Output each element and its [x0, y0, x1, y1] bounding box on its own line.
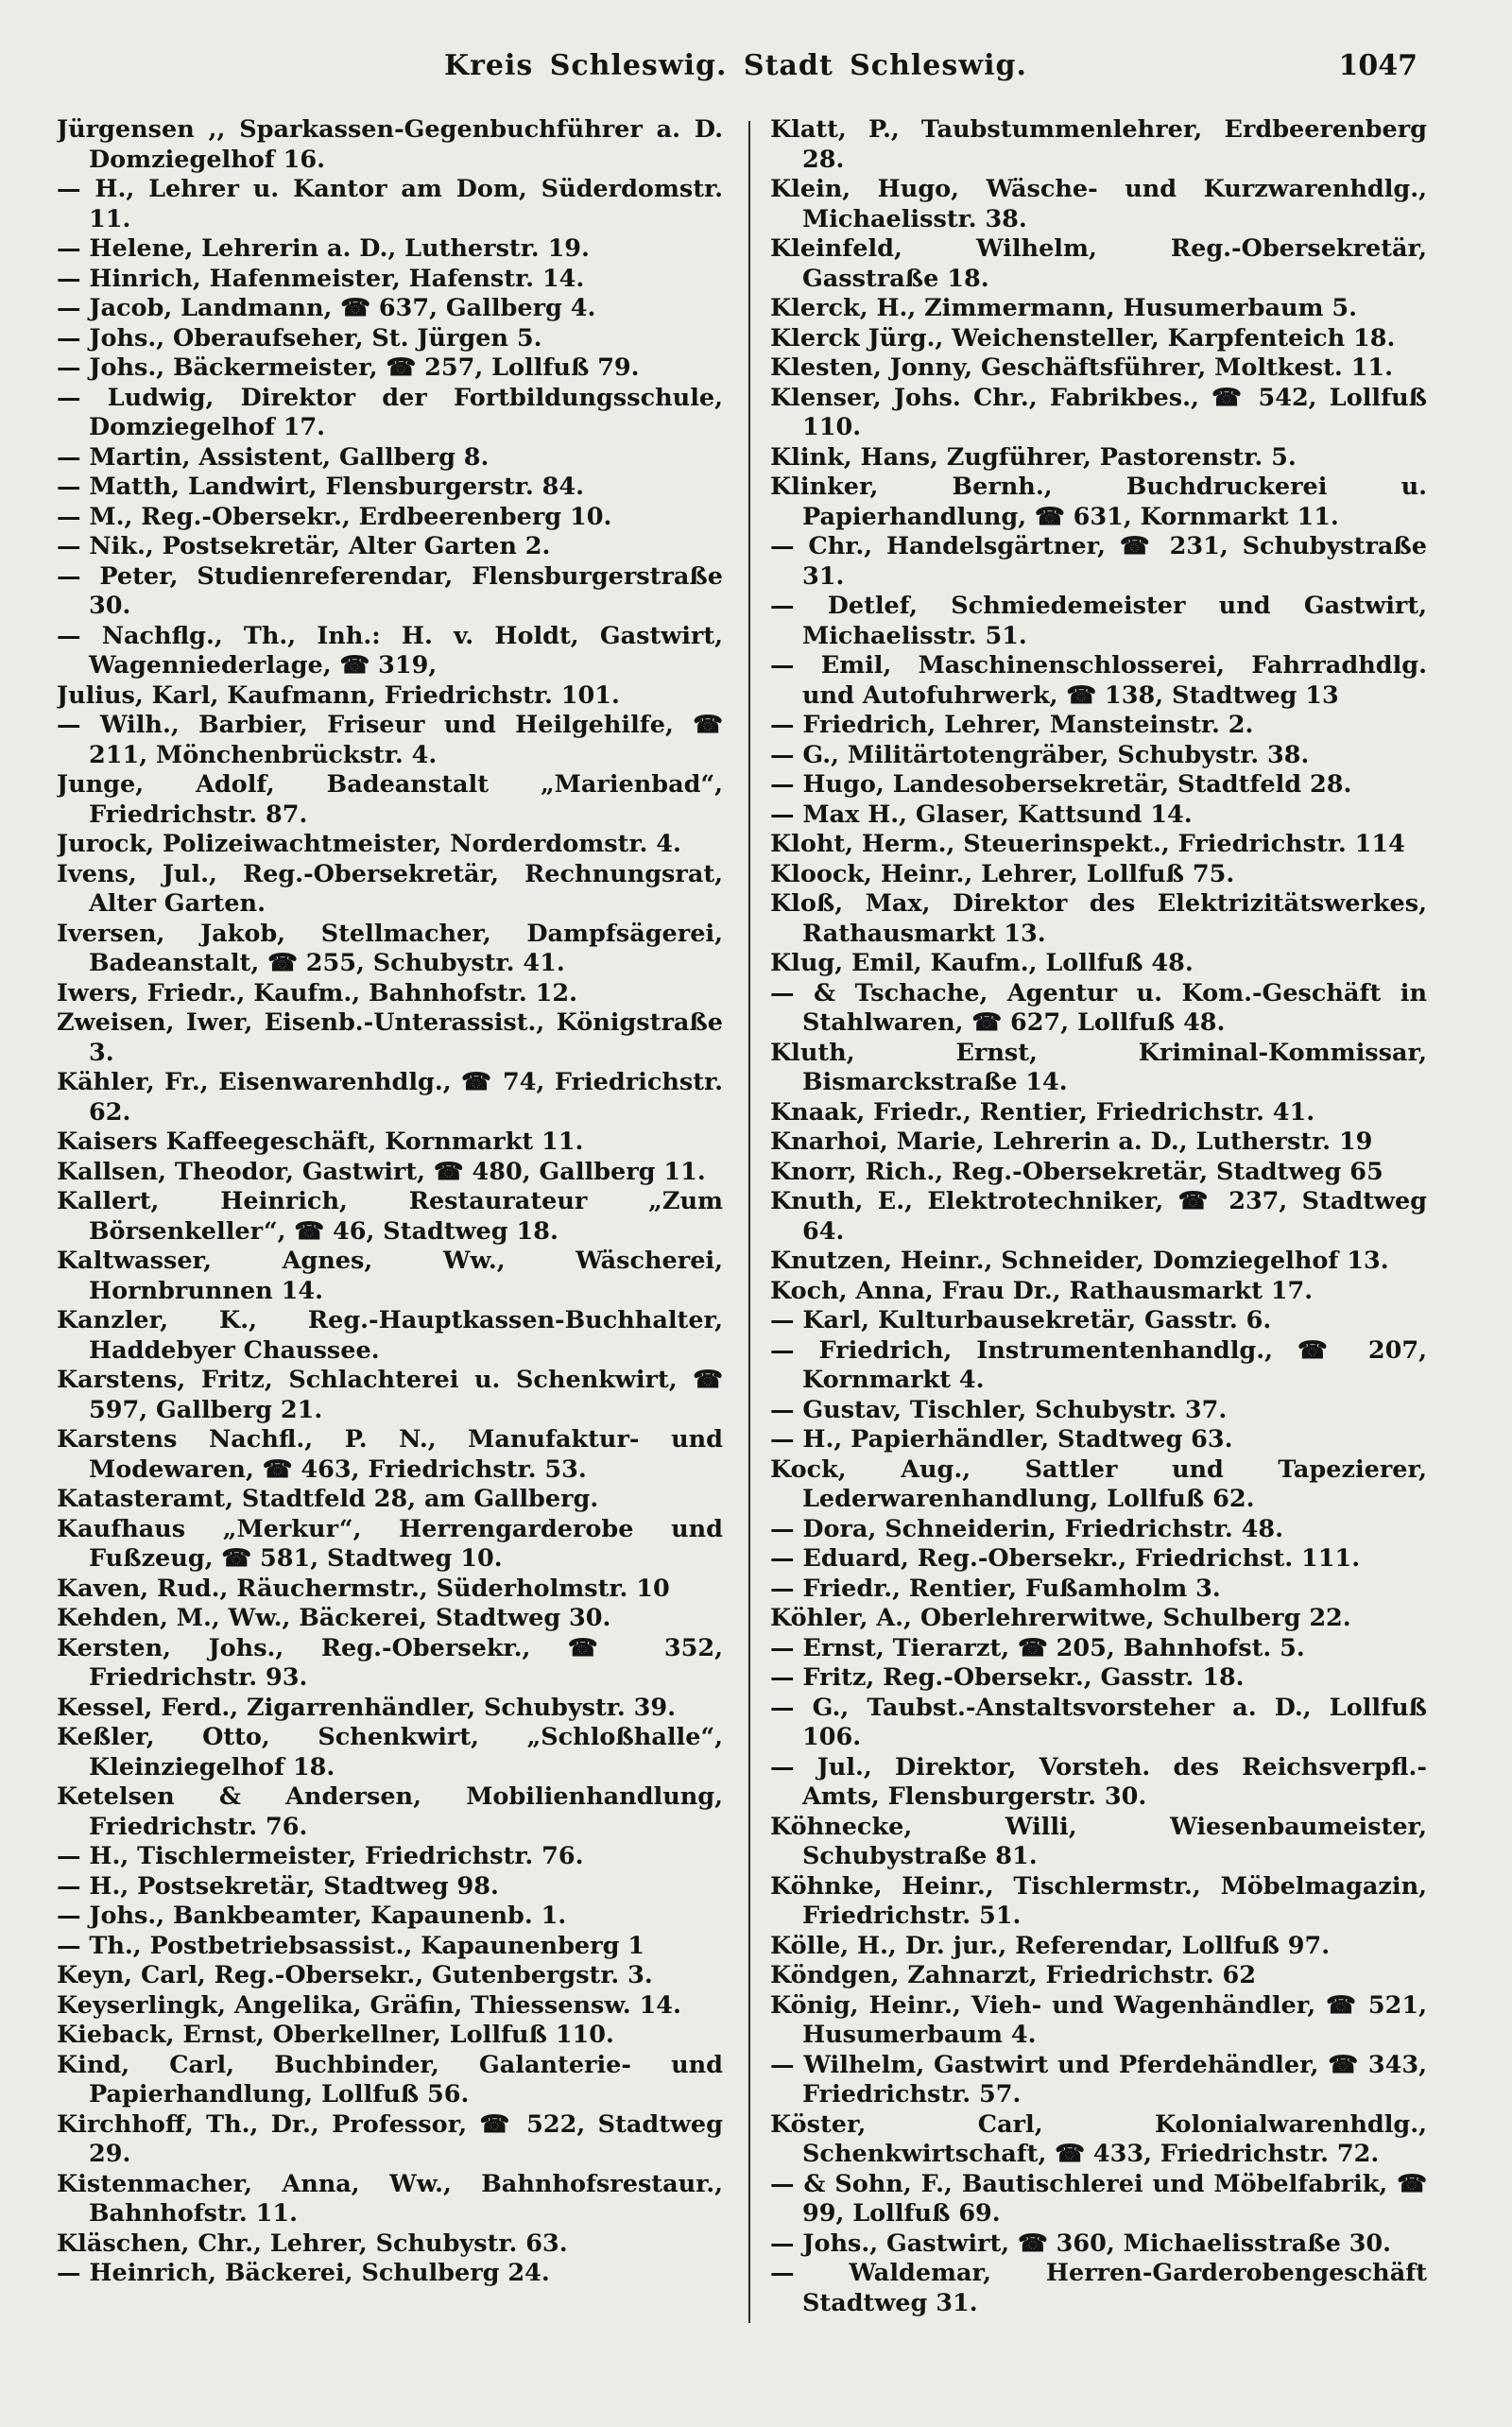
directory-entry: — Eduard, Reg.-Obersekr., Friedrichst. 111.	[770, 1544, 1361, 1573]
directory-entry: — Friedrich, Lehrer, Mansteinstr. 2.	[770, 711, 1254, 739]
directory-entry: — Friedr., Rentier, Fußamholm 3.	[770, 1574, 1221, 1603]
directory-entry: Kaufhaus „Merkur“, Herrengarderobe und Fußzeug, ☎ 581, Stadtweg 10.	[57, 1514, 723, 1573]
directory-entry: Keyserlingk, Angelika, Gräfin, Thiessensw. 14.	[57, 1990, 681, 2020]
directory-entry: Karstens, Fritz, Schlachterei u. Schenkwirt, ☎ 597, Gallberg 21.	[57, 1366, 723, 1424]
directory-entry: Knarhoi, Marie, Lehrerin a. D., Lutherstr. 19	[770, 1127, 1373, 1156]
directory-entry: Köhnecke, Willi, Wiesenbaumeister, Schubystraße 81.	[770, 1812, 1427, 1870]
directory-entry: — Ernst, Tierarzt, ☎ 205, Bahnhofst. 5.	[770, 1633, 1305, 1662]
directory-entry: Köhler, A., Oberlehrerwitwe, Schulberg 22.	[770, 1604, 1351, 1632]
directory-entry: Köndgen, Zahnarzt, Friedrichstr. 62	[770, 1961, 1257, 1989]
directory-entry: Jürgensen ,, Sparkassen-Gegenbuchführer a. D. Domziegelhof 16.	[57, 115, 723, 174]
directory-entry: Keßler, Otto, Schenkwirt, „Schloßhalle“, Kleinziegelhof 18.	[57, 1723, 723, 1782]
directory-entry: Ketelsen & Andersen, Mobilienhandlung, Friedrichstr. 76.	[57, 1782, 723, 1841]
directory-entry: — G., Militärtotengräber, Schubystr. 38.	[770, 740, 1310, 769]
directory-entry: Köster, Carl, Kolonialwarenhdlg., Schenkwirtschaft, ☎ 433, Friedrichstr. 72.	[770, 2109, 1427, 2168]
directory-entry: — Hinrich, Hafenmeister, Hafenstr. 14.	[57, 264, 585, 293]
directory-entry: — Jul., Direktor, Vorsteh. des Reichsverpfl.-Amts, Flensburgerstr. 30.	[770, 1752, 1427, 1811]
directory-entry: — Helene, Lehrerin a. D., Lutherstr. 19.	[57, 234, 590, 263]
directory-entry: Kehden, M., Ww., Bäckerei, Stadtweg 30.	[57, 1604, 611, 1632]
directory-entry: Knorr, Rich., Reg.-Obersekretär, Stadtweg 65	[770, 1157, 1383, 1186]
directory-entry: — Emil, Maschinenschlosserei, Fahrradhdlg. und Autofuhrwerk, ☎ 138, Stadtweg 13	[770, 651, 1427, 710]
directory-entry: Klerck, H., Zimmermann, Husumerbaum 5.	[770, 294, 1357, 322]
directory-entry: Keyn, Carl, Reg.-Obersekr., Gutenbergstr. 3.	[57, 1961, 653, 1989]
directory-entry: Kirchhoff, Th., Dr., Professor, ☎ 522, Stadtweg 29.	[57, 2109, 723, 2168]
right-column	[770, 115, 1427, 2346]
directory-entry: Ivens, Jul., Reg.-Obersekretär, Rechnungsrat, Alter Garten.	[57, 859, 723, 918]
directory-entry: — Johs., Bankbeamter, Kapaunenb. 1.	[57, 1902, 567, 1930]
directory-entry: Kieback, Ernst, Oberkellner, Lollfuß 110.	[57, 2021, 614, 2049]
directory-entry: Kaltwasser, Agnes, Ww., Wäscherei, Hornbrunnen 14.	[57, 1247, 723, 1305]
directory-entry: Kersten, Johs., Reg.-Obersekr., ☎ 352, Friedrichstr. 93.	[57, 1633, 723, 1692]
directory-entry: Klinker, Bernh., Buchdruckerei u. Papierhandlung, ☎ 631, Kornmarkt 11.	[770, 473, 1427, 531]
directory-entry: — Dora, Schneiderin, Friedrichstr. 48.	[770, 1514, 1283, 1543]
directory-entry: — Chr., Handelsgärtner, ☎ 231, Schubystraße 31.	[770, 532, 1427, 591]
directory-entry: Julius, Karl, Kaufmann, Friedrichstr. 101.	[57, 680, 620, 710]
directory-entry: Kläschen, Chr., Lehrer, Schubystr. 63.	[57, 2229, 568, 2258]
page-header	[0, 43, 1512, 93]
directory-entry: — Waldemar, Herren-Garderobengeschäft Stadtweg 31.	[770, 2259, 1427, 2317]
directory-entry: — Hugo, Landesobersekretär, Stadtfeld 28.	[770, 770, 1352, 799]
directory-entry: — H., Postsekretär, Stadtweg 98.	[57, 1871, 499, 1901]
directory-entry: Kessel, Ferd., Zigarrenhändler, Schubystr. 39.	[57, 1693, 677, 1722]
directory-entry: Kluth, Ernst, Kriminal-Kommissar, Bismarckstraße 14.	[770, 1038, 1427, 1096]
directory-entry: — Johs., Gastwirt, ☎ 360, Michaelisstraße 30.	[770, 2229, 1392, 2258]
directory-entry: Jurock, Polizeiwachtmeister, Norderdomstr. 4.	[57, 830, 681, 858]
directory-entry: — Johs., Bäckermeister, ☎ 257, Lollfuß 79.	[57, 353, 640, 382]
directory-entry: Köhnke, Heinr., Tischlermstr., Möbelmagazin, Friedrichstr. 51.	[770, 1871, 1427, 1930]
directory-entry: — H., Lehrer u. Kantor am Dom, Süderdomstr. 11.	[57, 175, 723, 233]
directory-entry: Klein, Hugo, Wäsche- und Kurzwarenhdlg., Michaelisstr. 38.	[770, 175, 1427, 233]
directory-entry: Katasteramt, Stadtfeld 28, am Gallberg.	[57, 1485, 599, 1513]
directory-entry: Klug, Emil, Kaufm., Lollfuß 48.	[770, 949, 1194, 977]
directory-entry: — Wilhelm, Gastwirt und Pferdehändler, ☎ 343, Friedrichstr. 57.	[770, 2050, 1427, 2109]
directory-entry: Kanzler, K., Reg.-Hauptkassen-Buchhalter, Haddebyer Chaussee.	[57, 1306, 723, 1365]
directory-entry: Klerck Jürg., Weichensteller, Karpfenteich 18.	[770, 323, 1396, 353]
column-divider	[748, 121, 750, 2323]
directory-entry: — Max H., Glaser, Kattsund 14.	[770, 800, 1193, 829]
directory-entry: — H., Papierhändler, Stadtweg 63.	[770, 1425, 1233, 1454]
directory-entry: Kistenmacher, Anna, Ww., Bahnhofsrestaur., Bahnhofstr. 11.	[57, 2169, 723, 2228]
directory-entry: — H., Tischlermeister, Friedrichstr. 76.	[57, 1842, 584, 1870]
directory-entry: — M., Reg.-Obersekr., Erdbeerenberg 10.	[57, 502, 612, 531]
directory-entry: Kaven, Rud., Räuchermstr., Süderholmstr. 10	[57, 1574, 670, 1603]
directory-entry: König, Heinr., Vieh- und Wagenhändler, ☎ 521, Husumerbaum 4.	[770, 1990, 1427, 2049]
directory-entry: Kallert, Heinrich, Restaurateur „Zum Börsenkeller“, ☎ 46, Stadtweg 18.	[57, 1187, 723, 1246]
directory-entry: Junge, Adolf, Badeanstalt „Marienbad“, Friedrichstr. 87.	[57, 770, 723, 829]
directory-entry: Klesten, Jonny, Geschäftsführer, Moltkest. 11.	[770, 353, 1393, 382]
directory-entry: — & Tschache, Agentur u. Kom.-Geschäft in Stahlwaren, ☎ 627, Lollfuß 48.	[770, 978, 1427, 1037]
directory-entry: — Friedrich, Instrumentenhandlg., ☎ 207, Kornmarkt 4.	[770, 1335, 1427, 1394]
directory-entry: Kaisers Kaffeegeschäft, Kornmarkt 11.	[57, 1127, 584, 1156]
left-column	[57, 115, 723, 2346]
directory-entry: — Johs., Oberaufseher, St. Jürgen 5.	[57, 323, 542, 353]
directory-entry: Karstens Nachfl., P. N., Manufaktur- und Modewaren, ☎ 463, Friedrichstr. 53.	[57, 1425, 723, 1484]
directory-entry: Kölle, H., Dr. jur., Referendar, Lollfuß 97.	[770, 1931, 1331, 1960]
directory-entry: — Nachflg., Th., Inh.: H. v. Holdt, Gastwirt, Wagenniederlage, ☎ 319,	[57, 621, 723, 680]
directory-entry: Iversen, Jakob, Stellmacher, Dampfsägerei, Badeanstalt, ☎ 255, Schubystr. 41.	[57, 919, 723, 977]
directory-entry: Knuth, E., Elektrotechniker, ☎ 237, Stadtweg 64.	[770, 1187, 1427, 1246]
page-number: 1047	[1338, 49, 1418, 82]
directory-entry: — G., Taubst.-Anstaltsvorsteher a. D., Lollfuß 106.	[770, 1693, 1427, 1751]
running-title: Kreis Schleswig. Stadt Schleswig.	[444, 49, 1027, 82]
directory-entry: Kloß, Max, Direktor des Elektrizitätswerkes, Rathausmarkt 13.	[770, 889, 1427, 948]
directory-entry: Klatt, P., Taubstummenlehrer, Erdbeerenberg 28.	[770, 115, 1427, 174]
directory-entry: — & Sohn, F., Bautischlerei und Möbelfabrik, ☎ 99, Lollfuß 69.	[770, 2169, 1427, 2228]
directory-entry: — Heinrich, Bäckerei, Schulberg 24.	[57, 2259, 550, 2287]
directory-entry: — Gustav, Tischler, Schubystr. 37.	[770, 1395, 1228, 1424]
directory-entry: Klenser, Johs. Chr., Fabrikbes., ☎ 542, Lollfuß 110.	[770, 383, 1427, 441]
directory-entry: Kähler, Fr., Eisenwarenhdlg., ☎ 74, Friedrichstr. 62.	[57, 1068, 723, 1127]
directory-entry: — Karl, Kulturbausekretär, Gasstr. 6.	[770, 1306, 1272, 1334]
directory-entry: Knutzen, Heinr., Schneider, Domziegelhof 13.	[770, 1247, 1389, 1275]
directory-entry: Kloht, Herm., Steuerinspekt., Friedrichstr. 114	[770, 830, 1405, 858]
directory-entry: — Peter, Studienreferendar, Flensburgerstraße 30.	[57, 561, 723, 620]
directory-entry: Kallsen, Theodor, Gastwirt, ☎ 480, Gallberg 11.	[57, 1157, 706, 1186]
directory-entry: Klink, Hans, Zugführer, Pastorenstr. 5.	[770, 442, 1297, 472]
directory-entry: Kock, Aug., Sattler und Tapezierer, Lederwarenhandlung, Lollfuß 62.	[770, 1454, 1427, 1513]
directory-entry: — Nik., Postsekretär, Alter Garten 2.	[57, 532, 551, 560]
directory-entry: — Th., Postbetriebsassist., Kapaunenberg 1	[57, 1931, 645, 1960]
directory-entry: Iwers, Friedr., Kaufm., Bahnhofstr. 12.	[57, 978, 578, 1007]
directory-entry: Kind, Carl, Buchbinder, Galanterie- und Papierhandlung, Lollfuß 56.	[57, 2050, 723, 2109]
directory-entry: — Ludwig, Direktor der Fortbildungsschule, Domziegelhof 17.	[57, 383, 723, 441]
directory-entry: — Jacob, Landmann, ☎ 637, Gallberg 4.	[57, 294, 596, 322]
directory-entry: Koch, Anna, Frau Dr., Rathausmarkt 17.	[770, 1276, 1314, 1305]
directory-entry: Knaak, Friedr., Rentier, Friedrichstr. 41.	[770, 1097, 1315, 1127]
directory-entry: Zweisen, Iwer, Eisenb.-Unterassist., Königstraße 3.	[57, 1008, 723, 1067]
directory-entry: — Wilh., Barbier, Friseur und Heilgehilfe, ☎ 211, Mönchenbrückstr. 4.	[57, 711, 723, 769]
directory-entry: — Detlef, Schmiedemeister und Gastwirt, Michaelisstr. 51.	[770, 592, 1427, 650]
directory-entry: Kleinfeld, Wilhelm, Reg.-Obersekretär, Gasstraße 18.	[770, 234, 1427, 293]
directory-entry: — Martin, Assistent, Gallberg 8.	[57, 442, 490, 472]
directory-entry: — Fritz, Reg.-Obersekr., Gasstr. 18.	[770, 1663, 1245, 1692]
directory-entry: — Matth, Landwirt, Flensburgerstr. 84.	[57, 473, 584, 501]
directory-entry: Kloock, Heinr., Lehrer, Lollfuß 75.	[770, 859, 1235, 888]
